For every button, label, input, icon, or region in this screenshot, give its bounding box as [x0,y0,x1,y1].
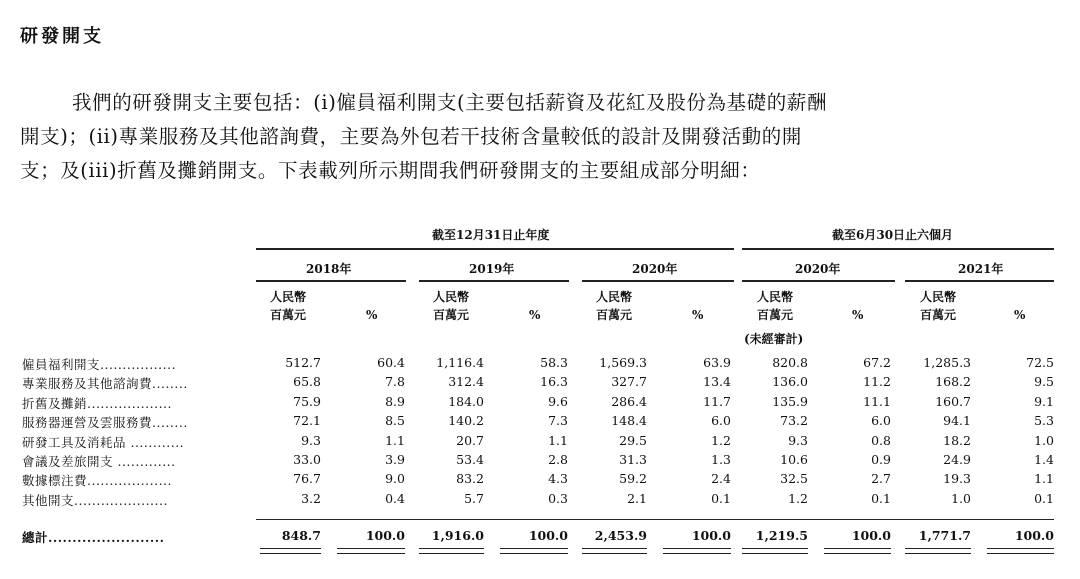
row-label: 僱員福利開支................. [22,357,177,372]
total-cell: 100.0 [528,528,568,543]
table-cell: 59.2 [619,471,647,487]
table-cell: 5.3 [1034,413,1054,429]
unit-header [757,288,793,324]
table-cell: 184.0 [448,393,484,409]
percent-header: % [1014,308,1026,322]
table-cell: 1.0 [1034,432,1054,448]
table-cell: 6.0 [711,413,731,429]
total-double-rule [500,553,568,554]
total-double-rule [987,553,1054,554]
table-cell: 312.4 [448,374,484,390]
total-double-rule [337,553,405,554]
total-double-rule [742,553,808,554]
unit-line: 百萬元 [920,308,957,322]
table-cell: 63.9 [703,355,731,370]
percent-header: % [366,308,378,322]
table-cell: 1.3 [711,452,731,467]
table-cell: 11.1 [863,393,891,409]
table-cell: 67.2 [863,355,891,370]
total-double-rule [337,548,405,549]
table-cell: 7.3 [548,413,568,429]
table-cell: 60.4 [377,355,405,370]
group-header-annual: 截至12月31日止年度 [432,228,550,242]
table-cell: 75.9 [293,393,321,409]
table-cell: 1,116.4 [436,355,484,370]
unit-header [270,288,306,324]
unit-line: 百萬元 [757,308,794,322]
table-cell: 9.3 [788,432,808,448]
table-cell: 168.2 [935,374,971,390]
table-cell: 6.0 [871,413,891,429]
total-double-rule [419,548,484,549]
unit-line: 人民幣 [433,290,470,304]
total-double-rule [260,553,321,554]
table-cell: 1,569.3 [599,355,647,370]
row-label: 專業服務及其他諮詢費........ [22,376,188,392]
paragraph-line: 支；及(iii)折舊及攤銷開支。下表載列所示期間我們研發開支的主要組成部分明細： [20,159,761,182]
year-rule [905,280,1054,282]
group-rule-six-months [742,248,1054,250]
year-header: 2021年 [958,262,1004,276]
group-header-six-months: 截至6月30日止六個月 [832,228,954,242]
subtotal-rule [256,519,1054,520]
table-cell: 29.5 [619,432,647,448]
table-cell: 76.7 [293,471,321,487]
table-cell: 53.4 [456,452,484,467]
table-cell: 58.3 [540,355,568,370]
paragraph-line: 開支)；(ii)專業服務及其他諮詢費，主要為外包若干技術含量較低的設計及開發活動的開 [20,125,802,148]
table-cell: 1.2 [788,490,808,506]
unit-line: 百萬元 [433,308,470,322]
table-cell: 11.7 [703,393,731,409]
table-cell: 94.1 [943,413,971,429]
table-cell: 1.1 [385,432,405,448]
total-double-rule [663,548,731,549]
paragraph-line: 我們的研發開支主要包括：(i)僱員福利開支(主要包括薪資及花紅及股份為基礎的薪酬 [72,91,828,114]
table-cell: 11.2 [863,374,891,390]
table-cell: 512.7 [285,355,321,370]
total-double-rule [500,548,568,549]
unit-header [920,288,956,324]
total-cell: 1,771.7 [918,528,971,543]
table-cell: 1.4 [1034,452,1054,467]
unit-line: 人民幣 [757,290,794,304]
total-cell: 2,453.9 [594,528,647,543]
table-cell: 1.0 [951,490,971,506]
table-cell: 72.1 [293,413,321,429]
table-cell: 3.9 [385,452,405,467]
table-cell: 10.6 [780,452,808,467]
table-cell: 1.2 [711,432,731,448]
table-cell: 286.4 [611,393,647,409]
total-double-rule [987,548,1054,549]
table-cell: 18.2 [943,432,971,448]
total-double-rule [582,553,647,554]
table-cell: 0.1 [711,490,731,506]
total-cell: 100.0 [691,528,731,543]
table-cell: 1.1 [1034,471,1054,487]
table-cell: 0.1 [871,490,891,506]
total-double-rule [663,553,731,554]
total-cell: 100.0 [851,528,891,543]
table-cell: 32.5 [780,471,808,487]
year-header: 2020年 [632,262,678,276]
percent-header: % [692,308,704,322]
table-cell: 4.3 [548,471,568,487]
table-cell: 72.5 [1026,355,1054,370]
unit-line: 人民幣 [596,290,633,304]
row-label: 數據標注費................... [22,473,172,489]
table-cell: 327.7 [611,374,647,390]
total-double-rule [582,548,647,549]
table-cell: 31.3 [619,452,647,467]
total-label: 總計........................ [22,530,165,545]
table-cell: 820.8 [772,355,808,370]
table-cell: 9.5 [1034,374,1054,390]
year-rule [419,280,569,282]
table-cell: 135.9 [772,393,808,409]
total-double-rule [905,548,971,549]
total-double-rule [905,553,971,554]
unit-line: 人民幣 [270,290,307,304]
total-double-rule [742,548,808,549]
table-cell: 83.2 [456,471,484,487]
unit-line: 百萬元 [270,308,307,322]
table-cell: 7.8 [385,374,405,390]
row-label: 會議及差旅開支 ............. [22,454,176,469]
table-cell: 160.7 [935,393,971,409]
table-cell: 19.3 [943,471,971,487]
table-cell: 1.1 [548,432,568,448]
table-cell: 2.7 [871,471,891,487]
table-cell: 0.3 [548,490,568,506]
table-cell: 9.1 [1034,393,1054,409]
table-cell: 8.5 [385,413,405,429]
year-rule [256,280,406,282]
row-label: 其他開支..................... [22,492,168,508]
unaudited-note: (未經審計) [744,332,804,346]
total-double-rule [419,553,484,554]
table-cell: 33.0 [293,452,321,467]
table-cell: 1,285.3 [923,355,971,370]
table-cell: 0.8 [871,432,891,448]
table-cell: 73.2 [780,413,808,429]
table-cell: 20.7 [456,432,484,448]
table-cell: 13.4 [703,374,731,390]
table-cell: 140.2 [448,413,484,429]
table-cell: 3.2 [301,490,321,506]
year-header: 2020年 [795,262,841,276]
table-cell: 24.9 [943,452,971,467]
table-cell: 2.1 [627,490,647,506]
row-label: 服務器運營及雲服務費........ [22,415,188,431]
row-label: 折舊及攤銷................... [22,395,172,411]
unit-header [596,288,632,324]
table-cell: 2.4 [711,471,731,487]
year-rule [582,280,734,282]
table-cell: 9.3 [301,432,321,448]
year-rule [742,280,895,282]
table-cell: 65.8 [293,374,321,390]
total-cell: 1,219.5 [755,528,808,543]
table-cell: 9.0 [385,471,405,487]
year-header: 2018年 [306,262,352,276]
table-cell: 0.4 [385,490,405,506]
year-header: 2019年 [469,262,515,276]
percent-header: % [852,308,864,322]
table-cell: 0.1 [1034,490,1054,506]
table-cell: 148.4 [611,413,647,429]
total-cell: 1,916.0 [431,528,484,543]
table-cell: 2.8 [548,452,568,467]
row-label: 研發工具及消耗品 ............ [22,434,185,450]
total-double-rule [824,548,891,549]
unit-line: 百萬元 [596,308,633,322]
total-cell: 848.7 [281,528,321,543]
table-cell: 0.9 [871,452,891,467]
table-cell: 136.0 [772,374,808,390]
total-double-rule [824,553,891,554]
percent-header: % [529,308,541,322]
section-title: 研發開支 [20,26,104,47]
unit-header [433,288,469,324]
total-cell: 100.0 [365,528,405,543]
table-cell: 9.6 [548,393,568,409]
group-rule-annual [256,248,734,250]
unit-line: 人民幣 [920,290,957,304]
table-cell: 5.7 [464,490,484,506]
table-cell: 16.3 [540,374,568,390]
total-double-rule [260,548,321,549]
total-cell: 100.0 [1014,528,1054,543]
table-cell: 8.9 [385,393,405,409]
